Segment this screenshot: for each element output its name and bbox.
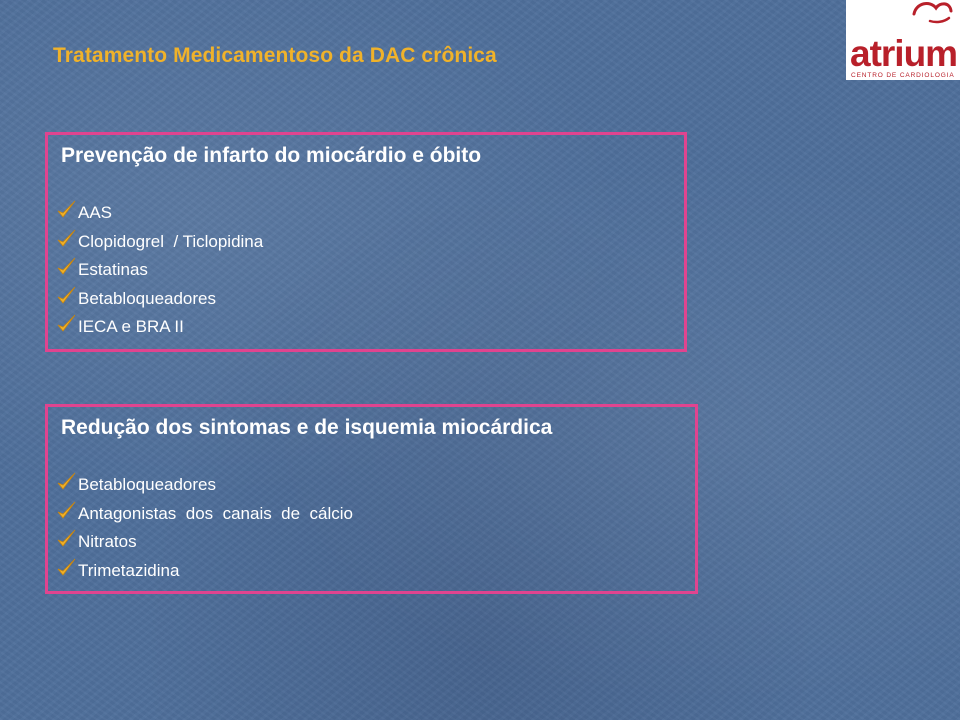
checkmark-icon — [56, 286, 78, 306]
symptoms-heading: Redução dos sintomas e de isquemia miocárdica — [61, 416, 553, 439]
list-item — [56, 504, 353, 533]
list-item — [56, 317, 263, 346]
list-item — [56, 561, 353, 590]
list-item-label: Trimetazidina — [78, 560, 180, 580]
checkmark-icon — [56, 314, 78, 334]
prevention-box — [45, 132, 687, 352]
symptoms-box — [45, 404, 698, 594]
checkmark-icon — [56, 529, 78, 549]
prevention-heading: Prevenção de infarto do miocárdio e óbito — [61, 144, 482, 167]
slide-title: Tratamento Medicamentoso da DAC crônica — [53, 44, 497, 67]
list-item — [56, 260, 263, 289]
list-item-label: Nitratos — [78, 532, 137, 551]
list-item-label: Antagonistas dos canais de cálcio — [78, 503, 353, 523]
checkmark-icon — [56, 501, 78, 521]
list-item — [56, 289, 263, 318]
list-item-label: AAS — [78, 203, 113, 222]
svg-text:CENTRO DE CARDIOLOGIA: CENTRO DE CARDIOLOGIA — [851, 72, 955, 79]
atrium-logo — [846, 0, 960, 80]
list-item-label: Clopidogrel / Ticlopidina — [78, 231, 264, 251]
checkmark-icon — [56, 472, 78, 492]
prevention-list — [56, 203, 263, 346]
list-item — [56, 232, 263, 261]
checkmark-icon — [56, 200, 78, 220]
list-item-label: Betabloqueadores — [78, 288, 217, 308]
list-item — [56, 532, 353, 561]
list-item-label: Betabloqueadores — [78, 475, 217, 494]
list-item-label: Estatinas — [78, 260, 148, 279]
checkmark-icon — [56, 558, 78, 578]
symptoms-list — [56, 475, 353, 589]
svg-text:atrium: atrium — [850, 33, 958, 74]
list-item-label: IECA e BRA II — [78, 317, 184, 336]
list-item — [56, 203, 263, 232]
list-item — [56, 475, 353, 504]
checkmark-icon — [56, 229, 78, 249]
heart-outline-icon — [846, 0, 960, 80]
checkmark-icon — [56, 257, 78, 277]
